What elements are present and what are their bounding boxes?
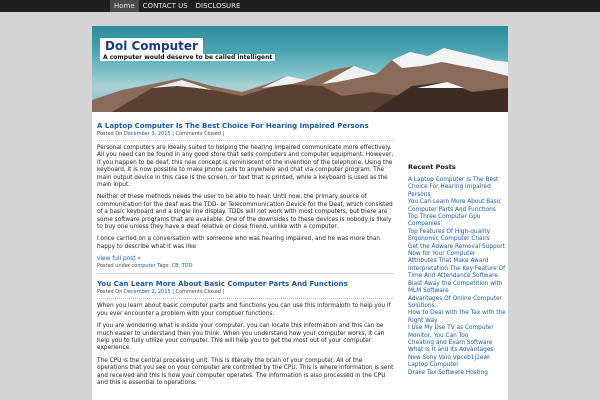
recent-post-link[interactable]: New Sony Vaio Vpceb1j1ewi Laptop Computer: [408, 354, 490, 369]
recent-post-link[interactable]: I Use My Use TV as Computer Monitor, You Can Too: [408, 325, 494, 339]
nav-item-disclosure[interactable]: DISCLOSURE: [195, 2, 241, 10]
recent-posts-heading: Recent Posts: [408, 163, 456, 171]
tags-links[interactable]: CB, TDD: [171, 263, 193, 270]
recent-post-link[interactable]: How to Deal with the Tax with the Right Way: [408, 310, 506, 324]
recent-post-link[interactable]: Advantages Of Online Computer Solutions: [408, 295, 502, 309]
recent-post-link[interactable]: You Can Learn More About Basic Computer Parts And Functions: [408, 199, 502, 213]
sidebar: [408, 163, 506, 377]
comments-status: | Comments Closed |: [172, 131, 225, 137]
site-title[interactable]: Dol Computer: [100, 38, 203, 54]
post-paragraph: If you are wondering what is inside your computer, you can locate this information and this can be much easier to understand then you think. When you understand how your computer works, it can help you to fully utilize your computer. This will help you to get the most out of your computer experience.: [97, 323, 385, 352]
posted-under-label: Posted under: [97, 263, 130, 270]
recent-post-link[interactable]: Get the Adware Removal Support Now for Your Computer: [408, 243, 505, 258]
post-categories: [97, 263, 394, 274]
recent-post-link[interactable]: Cheating and Exam Software: [408, 339, 493, 346]
nav-item-home[interactable]: Home: [110, 0, 139, 12]
main-content: [97, 122, 394, 400]
post-paragraph: Neither of these methods needs the user to be able to hear. Until now, the primary source of communication for the deaf was the TDD- or Telecommunication Device for the Deaf, which consisted of a basic keyboard and a single line display. TDDs will not work with most computers, but there are some software programs that are available. One of the downsides to these devices is nobody is likely to buy one unless they have a deaf relative or close friend, unlike with a computer.: [97, 194, 393, 231]
recent-post-link[interactable]: Drake Tax Software Hosting: [408, 369, 488, 376]
page-container: [92, 26, 508, 400]
site-description: A computer would deserve to be called intelligent: [100, 54, 275, 61]
post-meta: [97, 131, 394, 141]
posted-on-label: Posted On: [97, 289, 123, 296]
post-title-link[interactable]: A Laptop Computer Is The Best Choice For Hearing Impaired Persons: [97, 122, 369, 130]
post-article: [97, 280, 394, 387]
site-header: [92, 26, 508, 112]
recent-post-link[interactable]: Top Features Of High-quality Ergonomic Computer Chairs: [408, 228, 491, 243]
view-full-post-link[interactable]: view full post »: [97, 256, 141, 263]
posted-on-label: Posted On: [97, 131, 123, 137]
recent-posts-list: [408, 177, 506, 377]
post-date-link[interactable]: December 3, 2015: [124, 131, 171, 137]
post-meta: [97, 289, 394, 299]
tags-label: Tags:: [157, 263, 171, 270]
recent-post-link[interactable]: A Laptop Computer Is The Best Choice For Hearing Impaired Persons: [408, 177, 499, 198]
recent-post-link[interactable]: What Is It and Its Advantages: [408, 347, 494, 354]
nav-item-contact-us[interactable]: CONTACT US: [142, 2, 188, 10]
recent-post-link[interactable]: Attributes That Make Award Interpretation The Key Feature Of Time And Attendance Software: [408, 258, 506, 280]
post-paragraph: When you learn about basic computer parts and functions you can use this informaiotn to help you if you ever encounter a problem with your comptuer functions.: [97, 303, 391, 317]
post-paragraph: I once carried on a conversation with someone who was hearing impaired, and he was more than happy to describe what it was like: [97, 236, 381, 250]
recent-post-link[interactable]: Blast Away the Competition with MLM Software: [408, 280, 503, 295]
post-paragraph: Personal computers are ideally suited to helping the hearing impaired communicate more effectively. All you need can be found in any good store that sells computers and computer equipment. However, if you happen to be deaf, this new concept is reminiscent of the invention of the telephone. Using the keyboard, it is now possible to make phone calls to anywhere and chat via computer program. The main output device in this case is the screen, or text that is printed, while a keyboard is used as the main input.: [97, 145, 394, 189]
category-link[interactable]: computer: [131, 263, 156, 270]
post-date-link[interactable]: December 2, 2015: [124, 289, 171, 296]
post-paragraph: The CPU is the central processing unit. This is literally the brain of your computer. All of the operations that you see on your computer are controlled by the CPU. This is where information is sent and received and this is how your computer operates. The information is also processed in the CPU and this is essential to operations.: [97, 357, 394, 386]
comments-status: | Comments Closed |: [172, 289, 225, 296]
top-navigation-bar: [0, 0, 600, 12]
post-article: [97, 122, 394, 274]
recent-post-link[interactable]: Top Three Computer Gpu Companies: [408, 214, 481, 228]
post-title-link[interactable]: You Can Learn More About Basic Computer Parts And Functions: [97, 280, 348, 289]
main-nav: [110, 0, 244, 12]
